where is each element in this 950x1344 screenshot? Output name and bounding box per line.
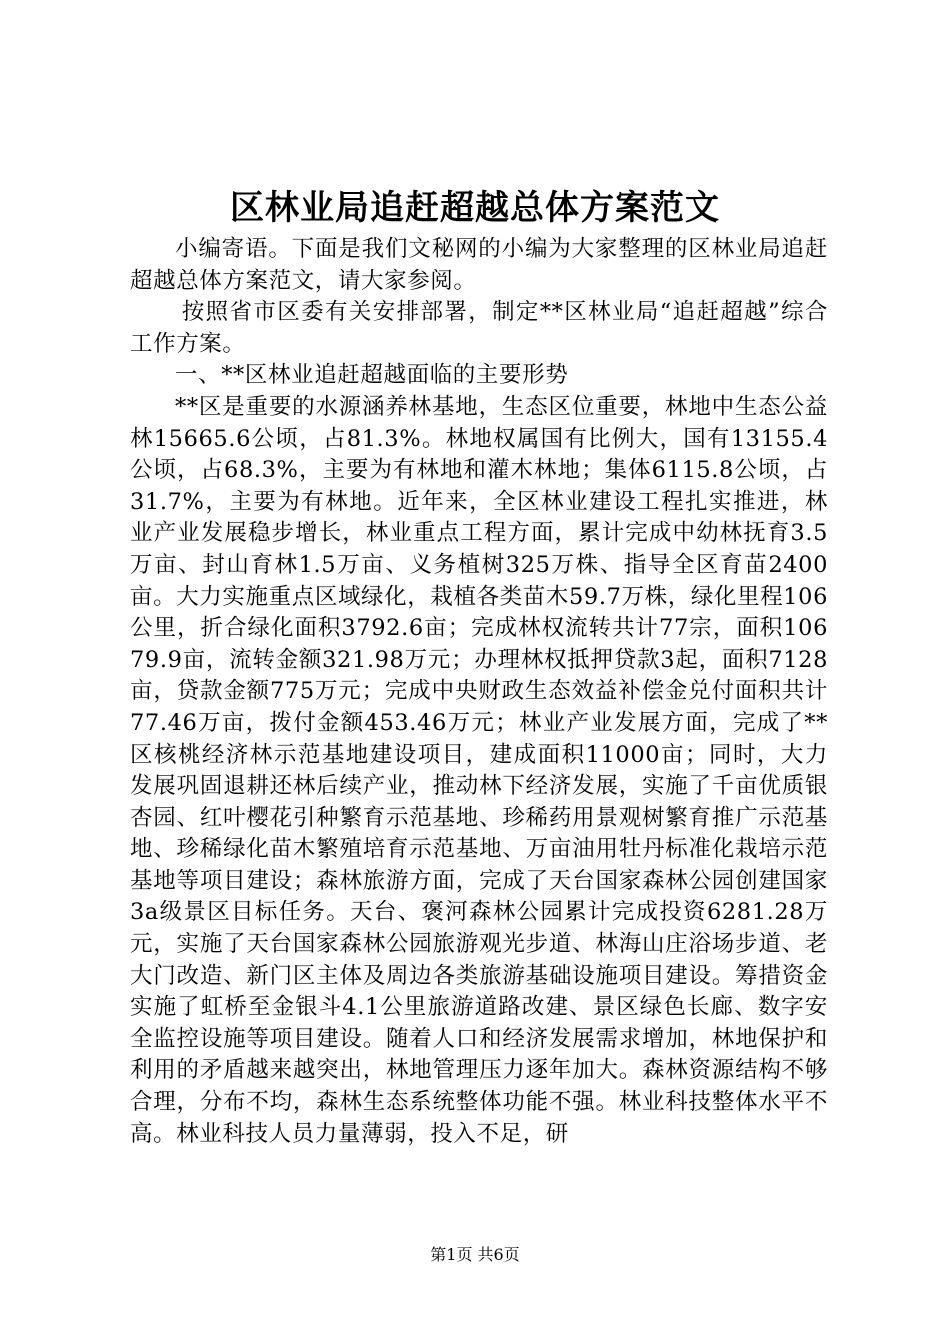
page-number-footer: 第1页 共6页 xyxy=(430,1245,520,1264)
document-body xyxy=(130,234,828,1150)
document-title: 区林业局追赶超越总体方案范文 xyxy=(230,188,720,228)
section-heading-paragraph: 一、**区林业追赶超越面临的主要形势 xyxy=(175,362,569,389)
situation-paragraph: **区是重要的水源涵养林基地，生态区位重要，林地中生态公益林15665.6公顷，占81.3%。林地权属国有比例大，国有13155.4公顷，占68.3%，主要为有林地和灌木林地；集体6115.8公顷，占31.7%，主要为有林地。近年来，全区林业建设工程扎实推进，林业产业发展稳步增长，林业重点工程方面，累计完成中幼林抚育3.5万亩、封山育林1.5万亩、义务植树325万株、指导全区育苗2400亩。大力实施重点区域绿化，栽植各类苗木59.7万株，绿化里程106公里，折合绿化面积3792.6亩；完成林权流转共计77宗，面积10679.9亩，流转金额321.98万元；办理林权抵押贷款3起，面积7128亩，贷款金额775万元；完成中央财政生态效益补偿金兑付面积共计77.46万亩，拨付金额453.46万元；林业产业发展方面，完成了**区核桃经济林示范基地建设项目，建成面积11000亩；同时，大力发展巩固退耕还林后续产业，推动林下经济发展，实施了千亩优质银杏园、红叶樱花引种繁育示范基地、珍稀药用景观树繁育推广示范基地、珍稀绿化苗木繁殖培育示范基地、万亩油用牡丹标准化栽培示范基地等项目建设；森林旅游方面，完成了天台国家森林公园创建国家3a级景区目标任务。天台、褒河森林公园累计完成投资6281.28万元，实施了天台国家森林公园旅游观光步道、林海山庄浴场步道、老大门改造、新门区主体及周边各类旅游基础设施项目建设。筹措资金实施了虹桥至金银斗4.1公里旅游道路改建、景区绿色长廊、数字安全监控设施等项目建设。随着人口和经济发展需求增加，林地保护和利用的矛盾越来越突出，林地管理压力逐年加大。森林资源结构不够合理，分布不均，森林生态系统整体功能不强。林业科技整体水平不高。林业科技人员力量薄弱，投入不足，研 xyxy=(130,393,828,1147)
intro-paragraph: 小编寄语。下面是我们文秘网的小编为大家整理的区林业局追赶超越总体方案范文，请大家参阅。 xyxy=(130,236,828,294)
plan-statement-paragraph: 按照省市区委有关安排部署，制定**区林业局“追赶超越”综合工作方案。 xyxy=(130,299,828,357)
